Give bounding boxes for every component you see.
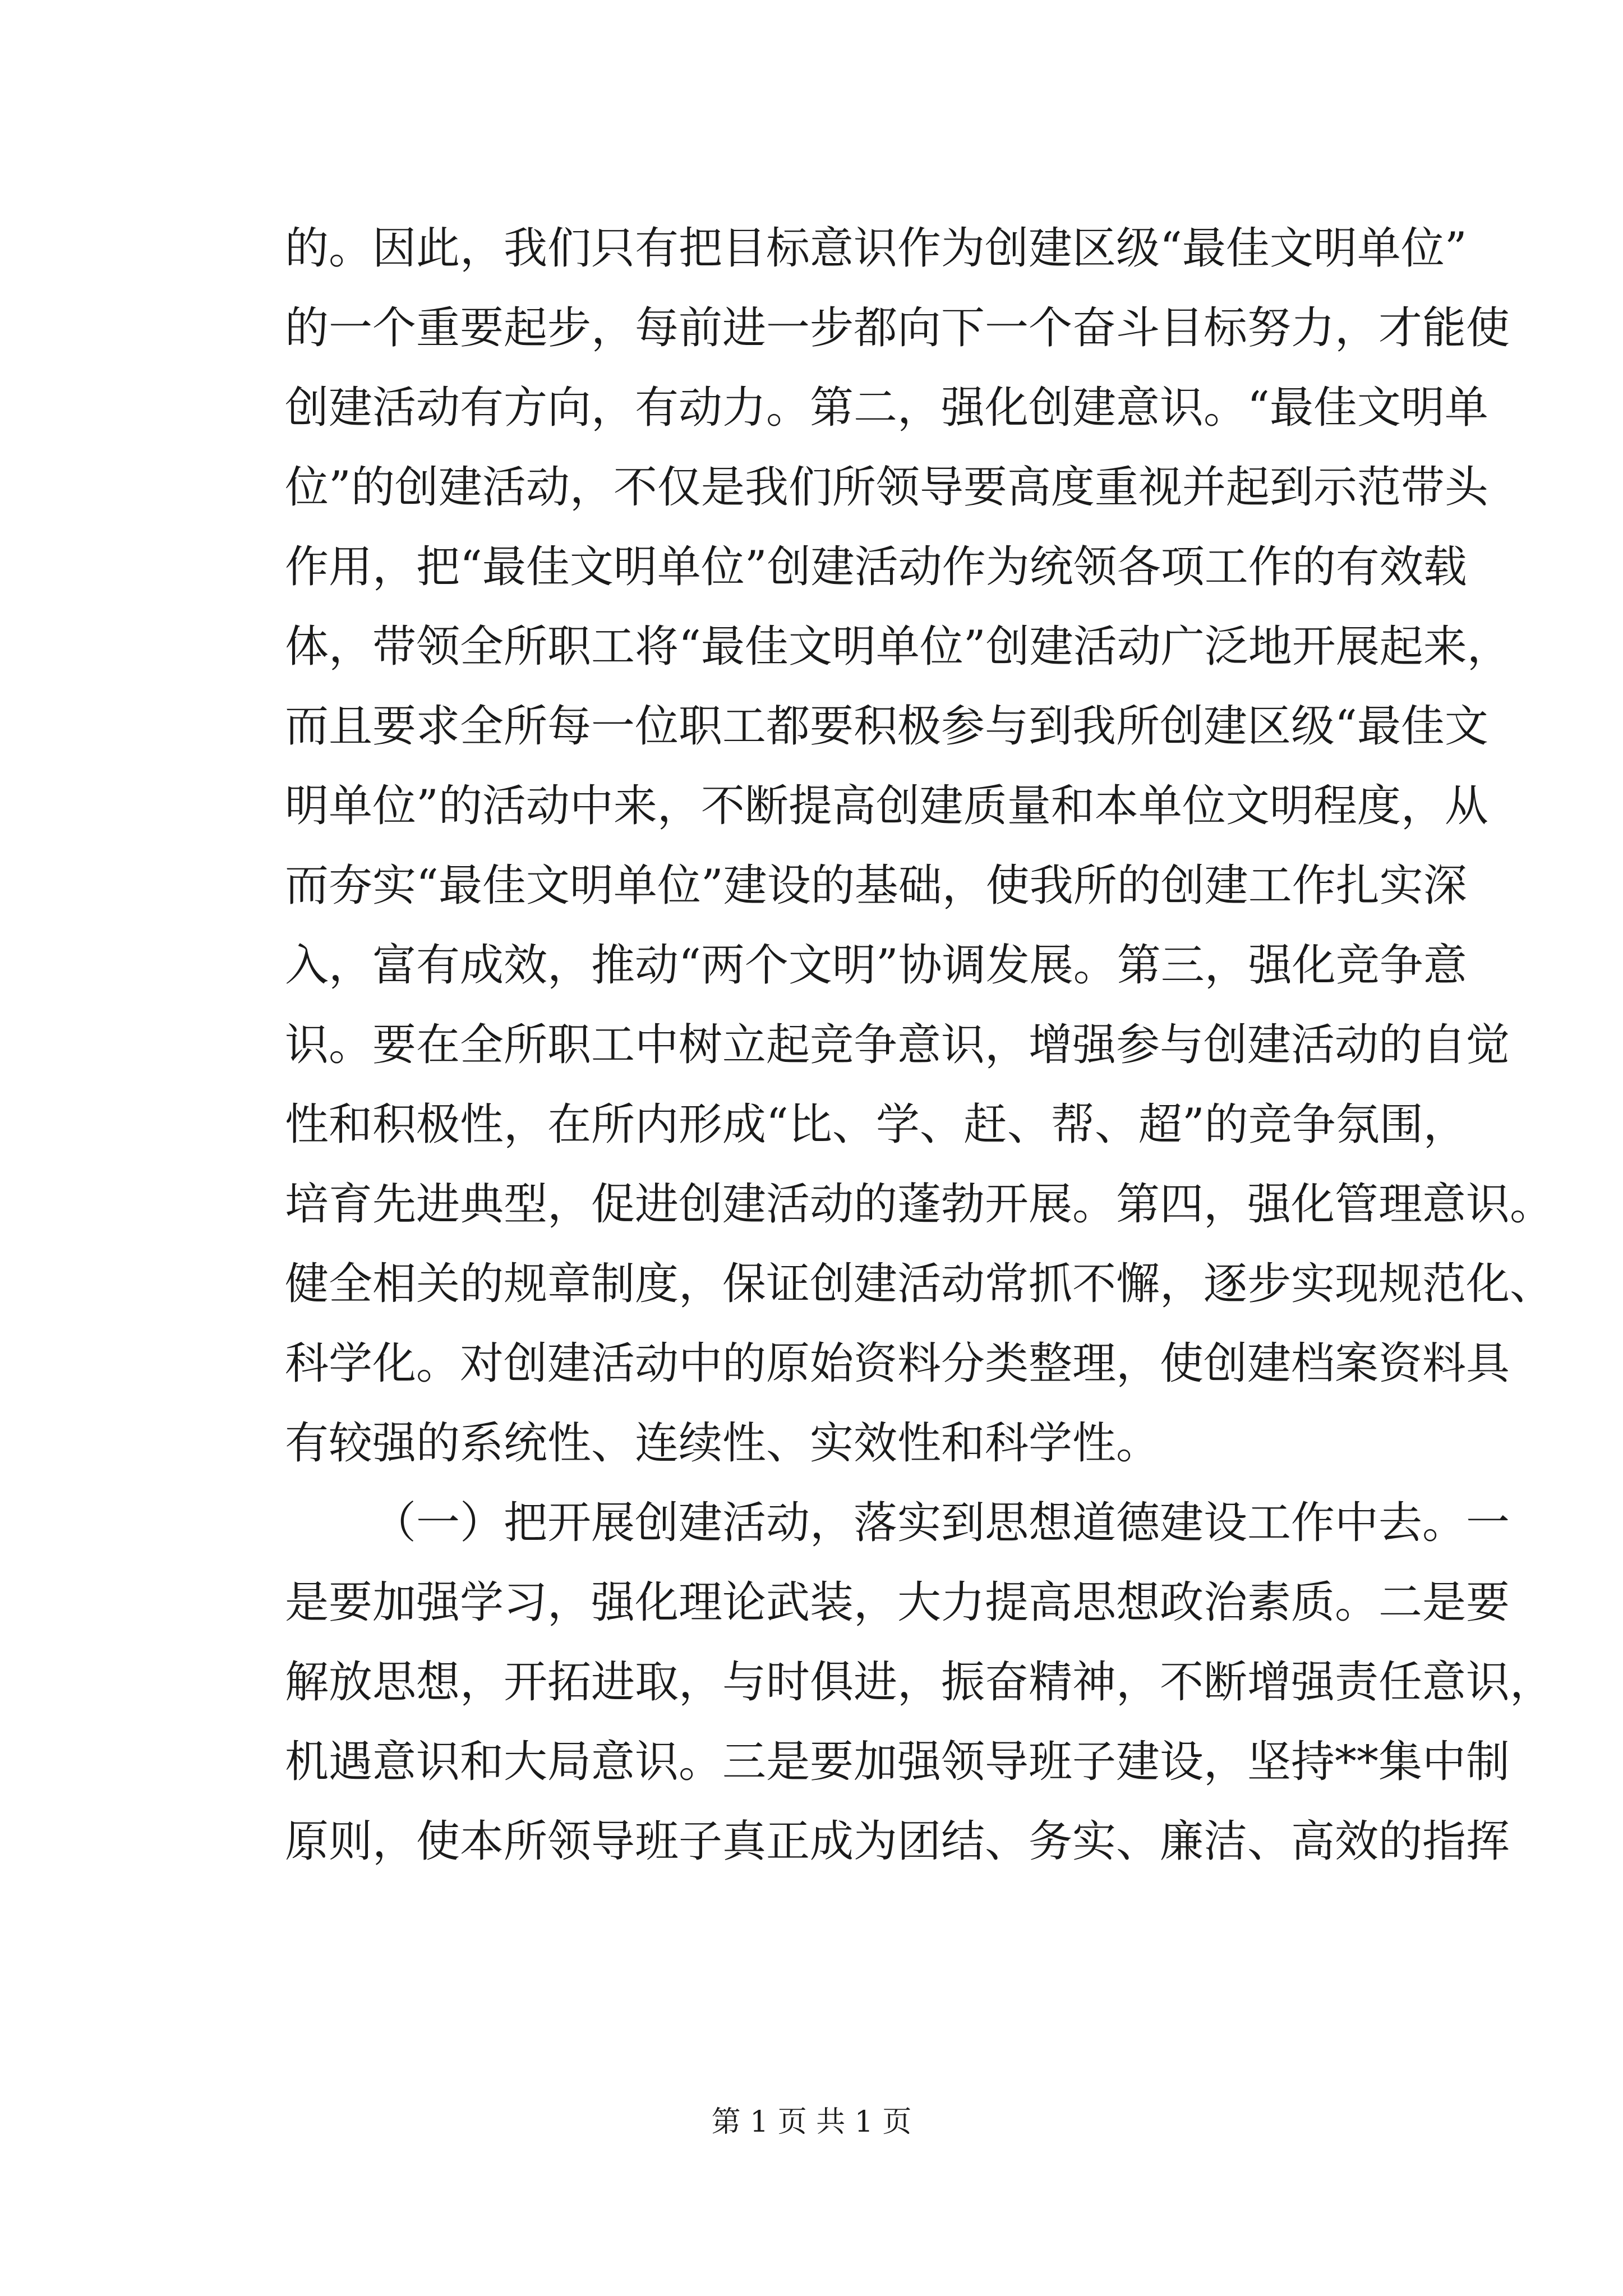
text-line: 培育先进典型，促进创建活动的蓬勃开展。第四，强化管理意识。: [285, 1179, 1554, 1230]
text-line: 是要加强学习，强化理论武装，大力提高思想政治素质。二是要: [285, 1577, 1510, 1628]
text-line: 作用，把“最佳文明单位”创建活动作为统领各项工作的有效载: [285, 542, 1467, 592]
text-line: 体，带领全所职工将“最佳文明单位”创建活动广泛地开展起来，: [285, 622, 1511, 672]
text-line: 识。要在全所职工中树立起竞争意识，增强参与创建活动的自觉: [285, 1020, 1510, 1070]
text-line: 的一个重要起步，每前进一步都向下一个奋斗目标努力，才能使: [285, 303, 1510, 353]
text-line: 原则，使本所领导班子真正成为团结、务实、廉洁、高效的指挥: [285, 1816, 1510, 1867]
page-number-footer: 第 1 页 共 1 页: [711, 2105, 912, 2139]
text-line: 入，富有成效，推动“两个文明”协调发展。第三，强化竞争意: [285, 940, 1467, 991]
text-line: 科学化。对创建活动中的原始资料分类整理，使创建档案资料具: [285, 1338, 1510, 1389]
text-line: 性和积极性，在所内形成“比、学、赶、帮、超”的竞争氛围，: [285, 1099, 1467, 1150]
text-line: 有较强的系统性、连续性、实效性和科学性。: [285, 1418, 1160, 1469]
text-line: 明单位”的活动中来，不断提高创建质量和本单位文明程度，从: [285, 781, 1488, 831]
text-line: 解放思想，开拓进取，与时俱进，振奋精神，不断增强责任意识，: [285, 1657, 1554, 1708]
text-line: 而夯实“最佳文明单位”建设的基础，使我所的创建工作扎实深: [285, 861, 1467, 911]
text-line: 的。因此，我们只有把目标意识作为创建区级“最佳文明单位”: [285, 223, 1467, 274]
text-line: 健全相关的规章制度，保证创建活动常抓不懈，逐步实现规范化、: [285, 1259, 1554, 1309]
body-text: [285, 209, 1554, 1881]
text-line: 机遇意识和大局意识。三是要加强领导班子建设，坚持**集中制: [285, 1737, 1510, 1787]
text-line: 而且要求全所每一位职工都要积极参与到我所创建区级“最佳文: [285, 701, 1488, 752]
text-line: 位”的创建活动，不仅是我们所领导要高度重视并起到示范带头: [285, 462, 1488, 513]
text-line-indented: （一）把开展创建活动，落实到思想道德建设工作中去。一: [372, 1498, 1510, 1548]
text-line: 创建活动有方向，有动力。第二，强化创建意识。“最佳文明单: [285, 383, 1488, 433]
